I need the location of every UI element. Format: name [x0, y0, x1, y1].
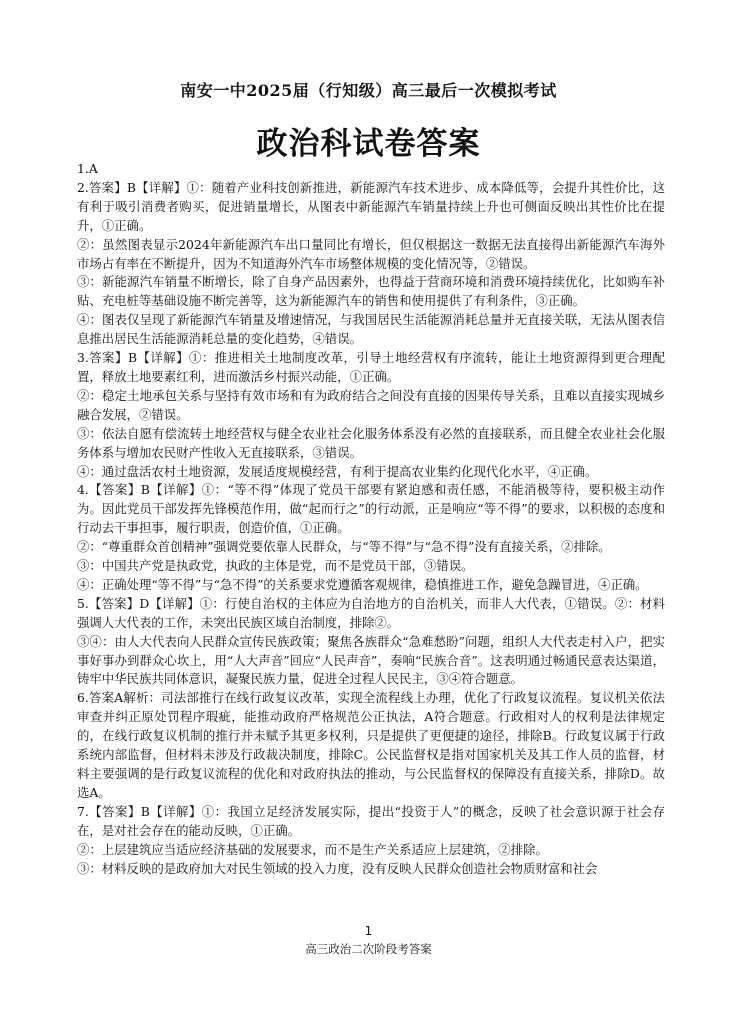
answer-q4-explanation-4: ④：正确处理“等不得”与“急不得”的关系要求党遵循客观规律，稳慎推进工作，避免急躁冒进，④正确。 — [77, 576, 648, 592]
document-title: 政治科试卷答案 — [256, 126, 481, 162]
answer-q2-explanation-3: ③：新能源汽车销量不断增长，除了自身产品因素外，也得益于营商环境和消费环境持续优化，比如购车补贴、充电桩等基础设施不断完善等，这为新能源汽车的销售和使用提供了有利条件，③正确。 — [77, 274, 665, 309]
answer-q3-explanation-3: ③：依法自愿有偿流转土地经营权与健全农业社会化服务体系没有必然的直接联系，而且健全农业社会化服务体系与增加农民财产性收入无直接联系，③错误。 — [77, 425, 665, 460]
answer-q4-explanation-1: 4.【答案】B【详解】①：“等不得”体现了党员干部要有紧迫感和责任感，不能消极等待，要积极主动作为。因此党员干部发挥先锋模范作用，做“起而行之”的行动派，正是响应“等不得”的要求，以积极的态度和行动去干事担事，履行职责，创造价值，①正确。 — [77, 482, 665, 536]
school-exam-title: 南安一中2025届（行知级）高三最后一次模拟考试 — [180, 81, 557, 100]
answer-q4-explanation-3: ③：中国共产党是执政党，执政的主体是党，而不是党员干部，③错误。 — [77, 558, 474, 574]
answer-q2-explanation-2: ②：虽然图表显示2024年新能源汽车出口量同比有增长，但仅根据这一数据无法直接得出新能源汽车海外市场占有率在不断提升，因为不知道海外汽车市场整体规模的变化情况等，②错误。 — [77, 236, 665, 271]
answer-line-q1: 1.A — [77, 161, 98, 176]
answer-body — [77, 160, 665, 878]
page-number: 1 — [364, 924, 373, 938]
answer-q6-explanation: 6.答案A解析：司法部推行在线行政复议改革，实现全流程线上办理，优化了行政复议流程。复议机关依法审查并纠正原处罚程序瑕疵，能推动政府严格规范公正执法，A符合题意。行政相对人的权利是法律规定的，在线行政复议机制的推行并未赋予其更多权利，只是提供了更便捷的途径，排除B。行政复议属于行政系统内部监督，但材料未涉及行政裁决制度，排除C。公民监督权是指对国家机关及其工作人员的监督，材料主要强调的是行政复议流程的优化和对政府执法的推动，与公民监督权的保障没有直接关系，排除D。故选A。 — [77, 690, 665, 800]
answer-q7-explanation-2: ②：上层建筑应当适应经济基础的发展要求，而不是生产关系适应上层建筑，②排除。 — [77, 841, 548, 857]
answer-q2-explanation-4: ④：图表仅呈现了新能源汽车销量及增速情况，与我国居民生活能源消耗总量并无直接关联，无法从图表信息推出居民生活能源消耗总量的变化趋势，④错误。 — [77, 312, 665, 347]
answer-q7-explanation-1: 7.【答案】B【详解】①：我国立足经济发展实际，提出“投资于人”的概念，反映了社会意识源于社会存在，是对社会存在的能动反映，①正确。 — [77, 803, 665, 838]
answer-q3-explanation-2: ②：稳定土地承包关系与坚持有效市场和有为政府结合之间没有直接的因果传导关系，且难以直接实现城乡融合发展，②错误。 — [77, 387, 665, 422]
answer-q3-explanation-1: 3.答案】B【详解】①：推进相关土地制度改革，引导土地经营权有序流转，能让土地资源得到更合理配置，释放土地要素红利，进而激活乡村振兴动能，①正确。 — [77, 350, 665, 384]
answer-q7-explanation-3: ③：材料反映的是政府加大对民生领域的投入力度，没有反映人民群众创造社会物质财富和社会 — [77, 860, 598, 876]
answer-q5-explanation-1: 5.【答案】D【详解】①：行使自治权的主体应为自治地方的自治机关，而非人大代表，①错误。②：材料强调人大代表的工作，未突出民族区域自治制度，排除②。 — [77, 595, 665, 630]
answer-q4-explanation-2: ②：“尊重群众首创精神”强调党要依靠人民群众，与“等不得”与“急不得”没有直接关系，②排除。 — [77, 539, 611, 555]
answer-q3-explanation-4: ④：通过盘活农村土地资源，发展适度规模经营，有利于提高农业集约化现代化水平，④正确。 — [77, 463, 598, 479]
answer-q2-explanation-1: 2.答案】B【详解】①：随着产业科技创新推进，新能源汽车技术进步、成本降低等，会提升其性价比，这有利于吸引消费者购买，促进销量增长，从图表中新能源汽车销量持续上升也可侧面反映出其性价比在提升，①正确。 — [77, 179, 665, 233]
answer-q5-explanation-2: ③④：由人大代表向人民群众宣传民族政策；聚焦各族群众“急难愁盼”问题，组织人大代表走村入户，把实事好事办到群众心坎上，用“人大声音”回应“人民声音”，奏响“民族合音”。这表明通过畅通民意表达渠道，铸牢中华民族共同体意识，凝聚民族力量，促进全过程人民民主，③④符合题意。 — [77, 633, 665, 687]
footer-note: 高三政治二次阶段考答案 — [305, 942, 432, 956]
